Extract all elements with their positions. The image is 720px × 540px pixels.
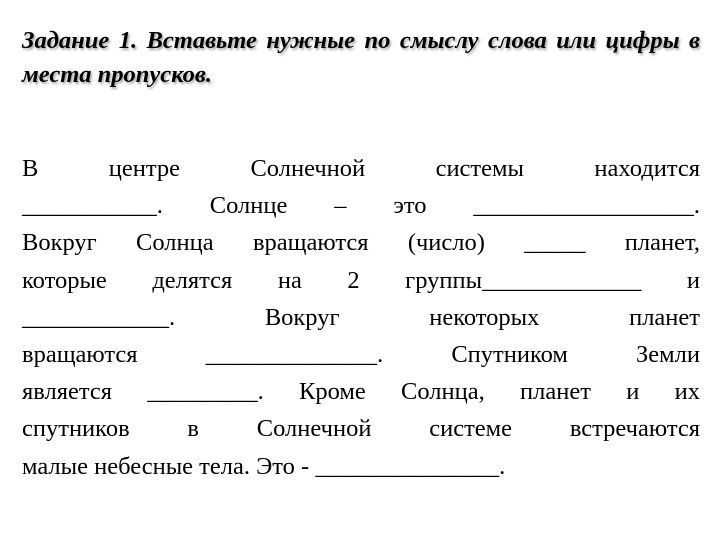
passage-line: вращаются ______________. Спутником Земли bbox=[22, 341, 700, 369]
fill-in-passage bbox=[22, 150, 700, 485]
passage-line: В центре Солнечной системы находится bbox=[22, 155, 700, 182]
task-heading: Задание 1. Вставьте нужные по смыслу слова или цифры в места пропусков. bbox=[22, 27, 700, 88]
passage-line: ____________. Вокруг некоторых планет bbox=[22, 303, 700, 331]
passage-line: ___________. Солнце – это __________________. bbox=[22, 192, 700, 220]
passage-line: спутников в Солнечной системе встречаются bbox=[22, 415, 700, 443]
passage-line: малые небесные тела. Это - _______________. bbox=[22, 452, 506, 480]
passage-line: Вокруг Солнца вращаются (число) _____ планет, bbox=[22, 229, 700, 257]
passage-line: является _________. Кроме Солнца, планет и их bbox=[22, 378, 700, 406]
passage-line: которые делятся на 2 группы_____________ и bbox=[22, 266, 700, 294]
